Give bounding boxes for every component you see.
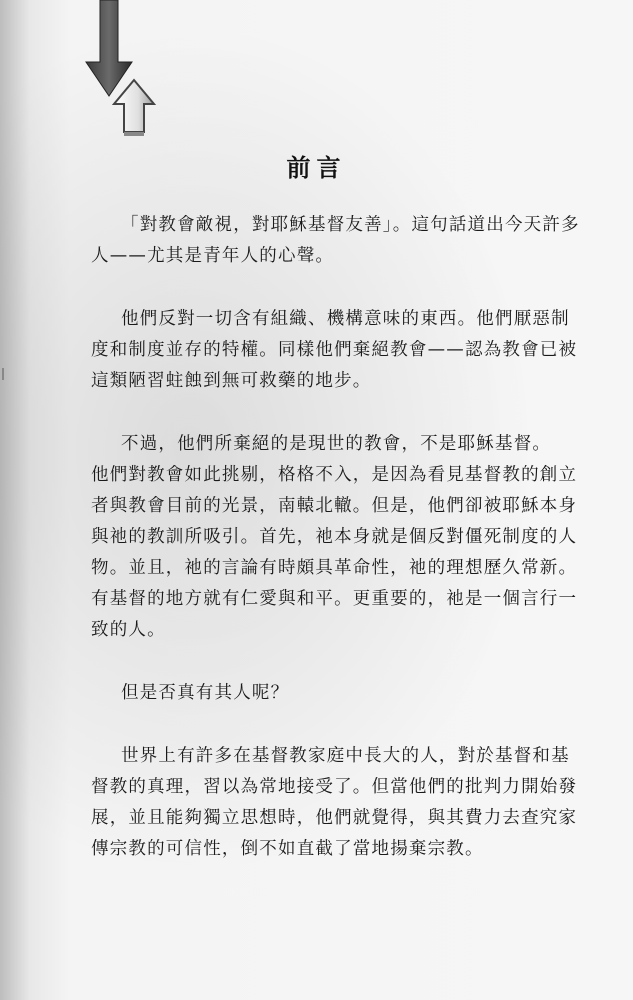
text-line: 「對教會敵視，對耶穌基督友善」。這句話道出今天許多 — [121, 215, 580, 235]
scan-artifact — [2, 368, 4, 380]
text-line: 者與教會目前的光景，南轅北轍。但是，他們卻被耶穌本身 — [91, 496, 578, 516]
text-line: 展，並且能夠獨立思想時，他們就覺得，與其費力去查究家 — [91, 808, 578, 828]
paragraph — [91, 304, 578, 397]
text-line: 傳宗教的可信性，倒不如直截了當地揚棄宗教。 — [91, 839, 484, 859]
text-line: 致的人。 — [91, 620, 166, 640]
text-line: 世界上有許多在基督教家庭中長大的人，對於基督和基 — [121, 746, 570, 766]
page-title: 前言 — [286, 154, 347, 182]
text-line: 他們對教會如此挑剔，格格不入，是因為看見基督教的創立 — [91, 465, 578, 485]
text-line: 但是否真有其人呢？ — [121, 683, 290, 703]
text-line: 與祂的教訓所吸引。首先，祂本身就是個反對僵死制度的人 — [91, 527, 578, 547]
paragraph — [91, 429, 578, 646]
paragraph — [91, 741, 578, 865]
text-line: 度和制度並存的特權。同樣他們棄絕教會——認為教會已被 — [91, 340, 578, 360]
paragraph — [91, 210, 580, 272]
text-line: 這類陋習蛀蝕到無可救藥的地步。 — [91, 371, 372, 391]
text-line: 人——尤其是青年人的心聲。 — [91, 246, 335, 266]
text-line: 督教的真理，習以為常地接受了。但當他們的批判力開始發 — [91, 777, 578, 797]
text-line: 不過，他們所棄絕的是現世的教會，不是耶穌基督。 — [121, 434, 552, 454]
body-text — [91, 210, 580, 897]
text-line: 他們反對一切含有組織、機構意味的東西。他們厭惡制 — [121, 309, 570, 329]
text-line: 有基督的地方就有仁愛與和平。更重要的，祂是一個言行一 — [91, 589, 578, 609]
text-line: 物。並且，祂的言論有時頗具革命性，祂的理想歷久常新。 — [91, 558, 578, 578]
paragraph — [91, 678, 551, 709]
down-up-arrow-icon — [84, 0, 164, 140]
